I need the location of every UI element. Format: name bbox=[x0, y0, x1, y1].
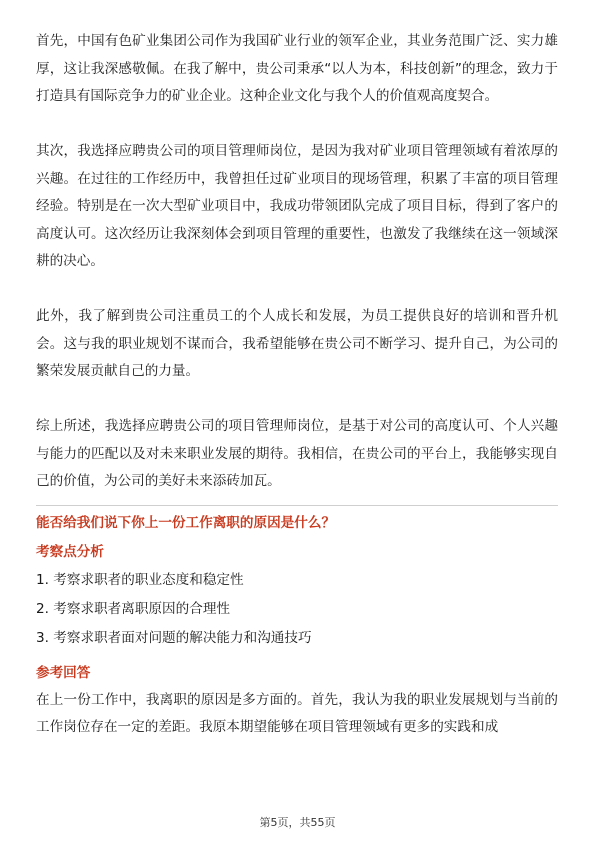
body-paragraph-2: 其次，我选择应聘贵公司的项目管理师岗位，是因为我对矿业项目管理领域有着浓厚的兴趣。在过往的工作经历中，我曾担任过矿业项目的现场管理，积累了丰富的项目管理经验。特别是在一次大型矿业项目中，我成功带领团队完成了项目目标，得到了客户的高度认可。这次经历让我深刻体会到项目管理的重要性，也激发了我继续在这一领域深耕的决心。 bbox=[36, 143, 558, 269]
body-paragraph-4: 综上所述，我选择应聘贵公司的项目管理师岗位，是基于对公司的高度认可、个人兴趣与能力的匹配以及对未来职业发展的期待。我相信，在贵公司的平台上，我能够实现自己的价值，为公司的美好未来添砖加瓦。 bbox=[36, 418, 558, 489]
section-divider bbox=[36, 505, 558, 506]
interview-question: 能否给我们说下你上一份工作离职的原因是什么？ bbox=[36, 514, 336, 531]
analysis-heading: 考察点分析 bbox=[36, 543, 104, 560]
analysis-item: 2. 考察求职者离职原因的合理性 bbox=[36, 600, 231, 617]
page-number: 第5页，共55页 bbox=[259, 816, 336, 829]
analysis-item: 1. 考察求职者的职业态度和稳定性 bbox=[36, 571, 244, 588]
analysis-list bbox=[36, 566, 558, 653]
reference-answer-text: 在上一份工作中，我离职的原因是多方面的。首先，我认为我的职业发展规划与当前的工作岗位存在一定的差距。我原本期望能够在项目管理领域有更多的实践和成 bbox=[36, 691, 558, 735]
body-paragraph-3: 此外，我了解到贵公司注重员工的个人成长和发展，为员工提供良好的培训和晋升机会。这与我的职业规划不谋而合，我希望能够在贵公司不断学习、提升自己，为公司的繁荣发展贡献自己的力量。 bbox=[36, 308, 558, 379]
reference-answer-heading: 参考回答 bbox=[36, 664, 91, 681]
page-content bbox=[36, 28, 558, 742]
body-paragraph-1: 首先，中国有色矿业集团公司作为我国矿业行业的领军企业，其业务范围广泛、实力雄厚，这让我深感敬佩。在我了解中，贵公司秉承“以人为本，科技创新”的理念，致力于打造具有国际竞争力的矿业企业。这种企业文化与我个人的价值观高度契合。 bbox=[36, 33, 558, 104]
analysis-item: 3. 考察求职者面对问题的解决能力和沟通技巧 bbox=[36, 629, 312, 646]
